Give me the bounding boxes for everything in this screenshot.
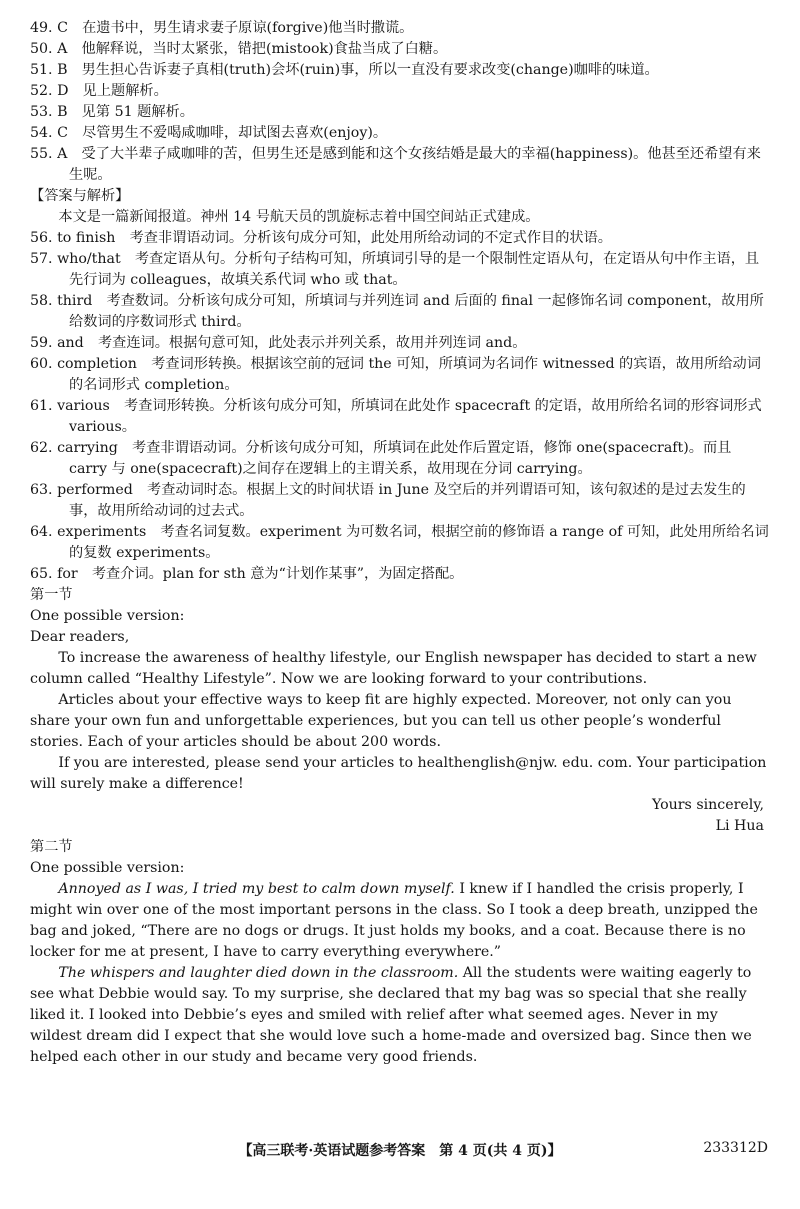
answer-item-58: 58. third 考查数词。分析该句成分可知，所填词与并列连词 and 后面的 final 一起修饰名词 component，故用所给数词的序数词形式 third。 [30,293,764,330]
part1-heading: 第一节 [30,587,73,603]
page-footer-code: 233312D [703,1140,768,1156]
paragraph-1-lead-sentence: Annoyed as I was, I tried my best to calm down myself. [58,881,455,897]
page-footer-title: 【高三联考·英语试题参考答案 第 4 页(共 4 页)】 [238,1143,562,1159]
part2-version-label: One possible version: [30,860,185,876]
answer-item-54: 54. C 尽管男生不爱喝咸咖啡，却试图去喜欢(enjoy)。 [30,125,388,141]
answer-item-56: 56. to finish 考查非谓语动词。分析该句成分可知，此处用所给动词的不定式作目的状语。 [30,230,612,246]
writing-part-2 [30,837,770,1068]
answers-cloze-section [30,18,770,186]
paragraph-1-body: I knew if I handled the crisis properly, I might win over one of the most important persons in the class. So I took a deep breath, unzipped the bag and joked, “There are no dogs or drugs. It just holds my books, and a coat. Because there is no locker for me at present, I have to carry everything everywhere.” [30,881,758,960]
answers-grammar-section [30,228,770,585]
answer-item-49: 49. C 在遗书中，男生请求妻子原谅(forgive)他当时撒谎。 [30,20,414,36]
answer-item-63: 63. performed 考查动词时态。根据上文的时间状语 in June 及空后的并列谓语可知，该句叙述的是过去发生的事，故用所给动词的过去式。 [30,482,746,519]
letter-paragraph-2: Articles about your effective ways to keep fit are highly expected. Moreover, not only can you share your own fun and unforgettable experiences, but you can tell us other people’s wonderful stories. Each of your articles should be about 200 words. [30,692,732,750]
letter-closing: Yours sincerely, [651,797,764,813]
answer-key-page [30,18,770,1068]
answer-item-64: 64. experiments 考查名词复数。experiment 为可数名词，根据空前的修饰语 a range of 可知，此处用所给名词的复数 experiments。 [30,524,769,561]
answer-item-50: 50. A 他解释说，当时太紧张，错把(mistook)食盐当成了白糖。 [30,41,448,57]
answer-item-59: 59. and 考查连词。根据句意可知，此处表示并列关系，故用并列连词 and。 [30,335,527,351]
continuation-paragraph-1 [30,879,770,963]
answer-item-60: 60. completion 考查词形转换。根据该空前的冠词 the 可知，所填词为名词作 witnessed 的宾语，故用所给动词的名词形式 completion。 [30,356,761,393]
answer-item-53: 53. B 见第 51 题解析。 [30,104,194,120]
passage-intro: 本文是一篇新闻报道。神州 14 号航天员的凯旋标志着中国空间站正式建成。 [58,209,540,225]
answer-item-65: 65. for 考查介词。plan for sth 意为“计划作某事”，为固定搭配。 [30,566,464,582]
part1-version-label: One possible version: [30,608,185,624]
paragraph-2-body: All the students were waiting eagerly to see what Debbie would say. To my surprise, she declared that my bag was so special that she really liked it. I looked into Debbie’s eyes and smiled with relief after what seemed ages. Never in my wildest dream did I expect that she would love such a home-made and oversized bag. Since then we helped each other in our study and became very good friends. [30,965,752,1065]
writing-part-1 [30,585,770,837]
letter-paragraph-1: To increase the awareness of healthy lifestyle, our English newspaper has decided to start a new column called “Healthy Lifestyle”. Now we are looking forward to your contributions. [30,650,757,687]
answer-item-52: 52. D 见上题解析。 [30,83,168,99]
letter-signature: Li Hua [715,818,764,834]
answer-item-51: 51. B 男生担心告诉妻子真相(truth)会坏(ruin)事，所以一直没有要求改变(change)咖啡的味道。 [30,62,659,78]
part2-heading: 第二节 [30,839,73,855]
letter-paragraph-3: If you are interested, please send your articles to healthenglish@njw. edu. com. Your participation will surely make a difference! [30,755,767,792]
answer-item-62: 62. carrying 考查非谓语动词。分析该句成分可知，所填词在此处作后置定语，修饰 one(spacecraft)。而且 carry 与 one(spacecraft)之间存在逻辑上的主谓关系，故用现在分词 carrying。 [30,440,732,477]
answer-item-55: 55. A 受了大半辈子咸咖啡的苦，但男生还是感到能和这个女孩结婚是最大的幸福(happiness)。他甚至还希望有来生呢。 [30,146,761,183]
continuation-paragraph-2 [30,963,770,1068]
section-title: 【答案与解析】 [30,188,130,204]
answer-item-57: 57. who/that 考查定语从句。分析句子结构可知，所填词引导的是一个限制性定语从句，在定语从句中作主语，且先行词为 colleagues，故填关系代词 who 或 that。 [30,251,760,288]
letter-greeting: Dear readers, [30,629,130,645]
paragraph-2-lead-sentence: The whispers and laughter died down in the classroom. [58,965,459,981]
answer-item-61: 61. various 考查词形转换。分析该句成分可知，所填词在此处作 spacecraft 的定语，故用所给名词的形容词形式 various。 [30,398,762,435]
